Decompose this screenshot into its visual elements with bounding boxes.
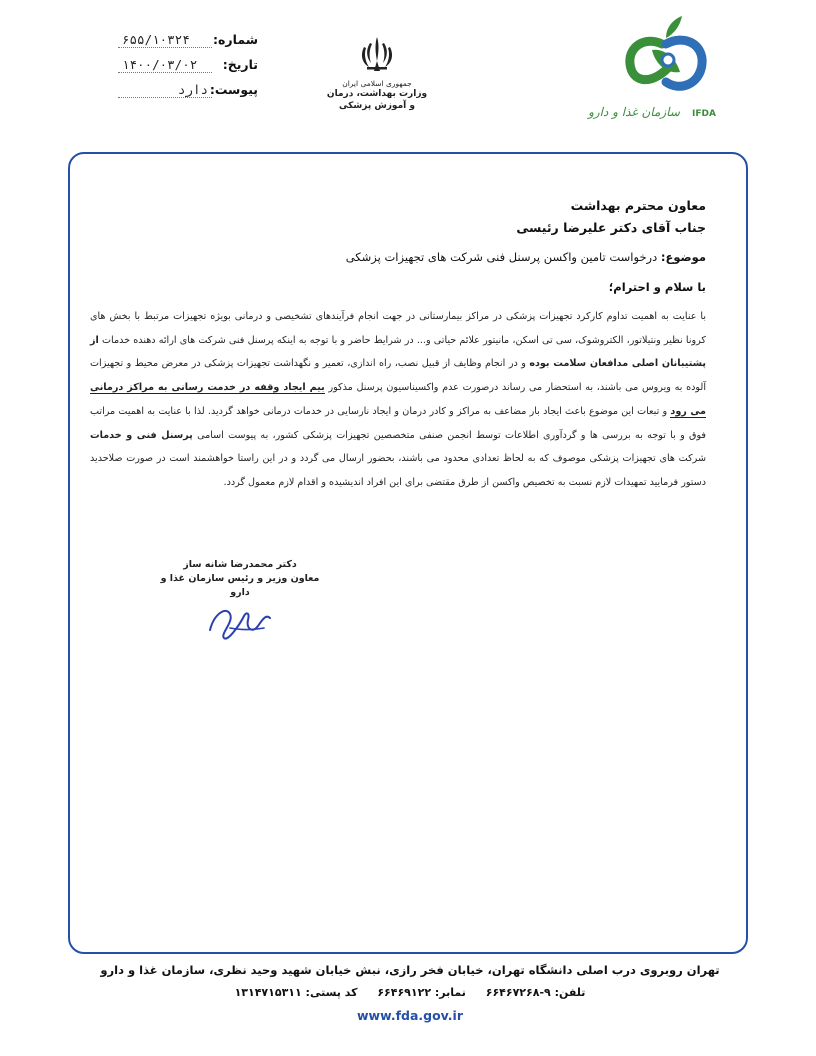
handwritten-signature (200, 600, 280, 644)
footer-fax: نمابر: ۶۶۴۶۹۱۲۲ (377, 986, 466, 999)
recipient-name: جناب آقای دکتر علیرضا رئیسی (516, 220, 706, 235)
recipient-title: معاون محترم بهداشت (570, 198, 706, 213)
salutation: با سلام و احترام؛ (608, 280, 706, 294)
logo-abbreviation: IFDA (692, 109, 716, 119)
number-value: ۶۵۵/۱۰۳۲۴ (118, 32, 212, 48)
logo-caption: سازمان غذا و دارو (588, 105, 680, 119)
body-text-part2: و در انجام وظایف از قبیل نصب، راه اندازی، تعمیر و نگهداشت تجهیزات پزشکی در معرض محیط و تجهیزات آلوده به ویروس می باشند، به استحضار می رساند درصورت عدم واکسیناسیون پرسنل مذکور (90, 358, 706, 394)
footer-address: تهران روبروی درب اصلی دانشگاه تهران، خیابان فخر رازی، نبش خیابان شهید وحید نظری، سازمان غذا و دارو (100, 963, 720, 977)
body-emphasis-personnel: پرسنل فنی و خدمات (90, 429, 193, 441)
footer-postal-code: کد پستی: ۱۳۱۴۷۱۵۳۱۱ (234, 986, 358, 999)
emblem-caption-ministry: وزارت بهداشت، درمان (326, 89, 428, 99)
letter-meta (118, 32, 258, 107)
signatory-title: معاون وزیر و رئیس سازمان غذا و دارو (160, 573, 320, 598)
subject-label: موضوع: (660, 250, 706, 264)
body-paragraph (90, 305, 706, 495)
body-emphasis-support: از پشتیبانان اصلی مدافعان سلامت بوده (90, 334, 706, 370)
iran-emblem-icon (357, 35, 397, 77)
footer-contact (60, 982, 760, 1004)
attachment-value: دارد (118, 82, 212, 98)
body-text-part1: با عنایت به اهمیت تداوم کارکرد تجهیزات پزشکی در مراکز بیمارستانی در جهت انجام فرآیندهای تشخیصی و درمانی بویژه تجهیزات مرتبط با بخش های کرونا نظیر ونتیلاتور، الکتروشوک، سی تی اسکن، مانیتور علائم حیاتی و... در شرایط حاضر و با توجه به اینکه پرسنل فنی شرکت های ارائه دهنده خدمات (90, 311, 706, 346)
signatory-name: دکتر محمدرضا شانه ساز (183, 559, 297, 570)
subject-text: درخواست تامین واکسن پرسنل فنی شرکت های تجهیزات پزشکی (345, 250, 658, 264)
body-emphasis-risk: بیم ایجاد وقفه در خدمت رسانی به مراکز درمانی می رود (90, 382, 706, 417)
ifda-logo (580, 10, 740, 125)
body-text-part4: شرکت های تجهیزات پزشکی موصوف که به لحاظ تعدادی محدود می باشند، بحضور ارسال می گردد و در این راستا خواهشمند است در صورت صلاحدید دستور فرمایید تمهیدات لازم نسبت به تخصیص واکسن از طرق مقتضی برای این افراد اندیشیده و اقدام لازم معمول گردد. (90, 453, 706, 488)
attachment-label: پیوست: (209, 82, 258, 97)
emblem-caption-ministry-cont: و آموزش پزشکی (339, 101, 415, 111)
letter-body (90, 195, 706, 495)
attachment-row (118, 82, 258, 107)
ifda-logo-icon (580, 10, 740, 110)
emblem-caption-country: جمهوری اسلامی ایران (342, 79, 412, 88)
date-label: تاریخ: (222, 57, 258, 72)
ministry-emblem-block (318, 35, 436, 112)
letter-footer (60, 958, 760, 1024)
date-row (118, 57, 258, 82)
body-text-part3: و تبعات این موضوع باعث ایجاد بار مضاعف به مراکز و کادر درمان و ایجاد نارسایی در خدمات درمانی خواهد گردید. لذا با عنایت به اهمیت مراتب فوق و با توجه به بررسی ها و گردآوری اطلاعات توسط انجمن صنفی متخصصین تجهیزات پزشکی کشور، به پیوست اسامی (90, 405, 706, 441)
number-label: شماره: (213, 32, 258, 47)
footer-phone: تلفن: ۹-۶۶۴۶۷۲۶۸ (485, 986, 586, 999)
date-value: ۱۴۰۰/۰۳/۰۲ (118, 57, 212, 73)
website-link[interactable]: www.fda.gov.ir (356, 1008, 464, 1023)
subject-line (90, 247, 706, 267)
signature-block (160, 558, 320, 644)
number-row (118, 32, 258, 57)
